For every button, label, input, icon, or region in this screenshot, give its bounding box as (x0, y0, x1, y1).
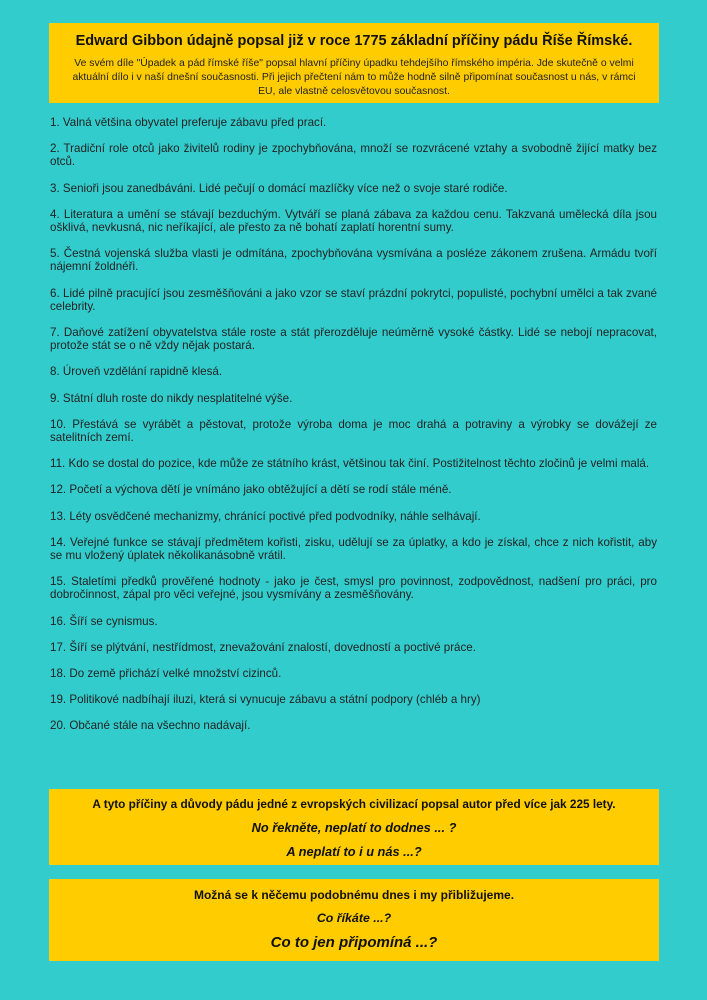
conclusion-line: A tyto příčiny a důvody pádu jedné z evropských civilizací popsal autor před více jak 225 lety. (92, 797, 616, 811)
list-item: 4. Literatura a umění se stávají bezduchým. Vytváří se planá zábava za každou cenu. Takzvaná umělecká díla jsou ošklivá, nevkusná, nic neříkající, ale přesto za ně bohatí zaplatí horentní sumy. (50, 207, 657, 235)
closing-box (49, 879, 659, 961)
list-item: 7. Daňové zatížení obyvatelstva stále roste a stát přerozděluje neúměrně vysoké částky. Lidé se nebojí nepracovat, protože stát se o ně vždy nějak postará. (50, 326, 657, 353)
list-item: 16. Šíří se cynismus. (50, 614, 158, 628)
closing-question: Co říkáte ...? (316, 911, 392, 925)
list-item: 1. Valná většina obyvatel preferuje zábavu před prací. (50, 116, 327, 129)
list-item: 14. Veřejné funkce se stávají předmětem kořisti, zisku, udělují se za úplatky, a kdo je získal, chce z nich kořistit, aby se mu vložený úplatek několikanásobně vrátil. (50, 535, 657, 563)
list-item: 13. Léty osvědčené mechanizmy, chránící poctivé před podvodníky, náhle selhávají. (50, 509, 481, 523)
list-item: 9. Státní dluh roste do nikdy nesplatitelné výše. (50, 391, 293, 405)
list-item: 18. Do země přichází velké množství cizinců. (50, 667, 282, 681)
conclusion-box (49, 789, 659, 865)
list-item: 5. Čestná vojenská služba vlasti je odmítána, zpochybňována vysmívána a posléze zákonem zrušena. Armádu tvoří nájemní žoldnéři. (50, 247, 657, 274)
list-item: 10. Přestává se vyrábět a pěstovat, protože výroba doma je moc drahá a potraviny a výrobky se dovážejí ze satelitních zemí. (50, 417, 657, 445)
list-item: 20. Občané stále na všechno nadávají. (50, 719, 251, 733)
list-item: 8. Úroveň vzdělání rapidně klesá. (50, 365, 223, 379)
closing-headline: Co to jen připomíná ...? (270, 934, 438, 951)
header-text: Ve svém díle "Úpadek a pád římské říše" popsal hlavní příčiny úpadku tehdejšího římského impéria. Jde skutečně o velmi aktuální dílo i v naší dnešní současnosti. Při jejich přečtení nám to může hodně silně připomínat současnost u nás, v rámci EU, ale vlastně celosvětovou současnost. (72, 58, 636, 97)
list-item: 12. Početí a výchova dětí je vnímáno jako obtěžující a dětí se rodí stále méně. (50, 483, 452, 497)
list-item: 11. Kdo se dostal do pozice, kde může ze státního krást, většinou tak činí. Postižitelnost těchto zločinů je velmi malá. (50, 457, 650, 471)
list-item: 2. Tradiční role otců jako živitelů rodiny je zpochybňována, množí se rozvrácené vztahy a svobodně žijící matky bez otců. (50, 142, 657, 169)
list-item: 6. Lidé pilně pracující jsou zesměšňováni a jako vzor se staví prázdní pokrytci, populisté, pochybní umělci a tak zvané celebrity. (50, 286, 657, 313)
header-box (49, 23, 659, 103)
header-title: Edward Gibbon údajně popsal již v roce 1775 základní příčiny pádu Říše Římské. (75, 33, 633, 49)
conclusion-question: A neplatí to i u nás ...? (286, 844, 422, 859)
list-item: 3. Senioři jsou zanedbáváni. Lidé pečují o domácí mazlíčky více než o svoje staré rodiče. (50, 181, 508, 195)
list-item: 17. Šíří se plýtvání, nestřídmost, znevažování znalostí, dovedností a poctivé práce. (50, 640, 476, 654)
causes-list (50, 116, 657, 746)
list-item: 15. Staletími předků prověřené hodnoty - jako je čest, smysl pro povinnost, zodpovědnost, nadšení pro práci, pro dobročinnost, zápal pro věci veřejné, jsou vysmívány a zesměšňovány. (50, 575, 657, 602)
closing-line: Možná se k něčemu podobnému dnes i my přibližujeme. (193, 888, 515, 902)
list-item: 19. Politikové nadbíhají iluzi, která si vynucuje zábavu a státní podpory (chléb a hry) (50, 693, 481, 707)
conclusion-question: No řekněte, neplatí to dodnes ... ? (251, 820, 457, 835)
